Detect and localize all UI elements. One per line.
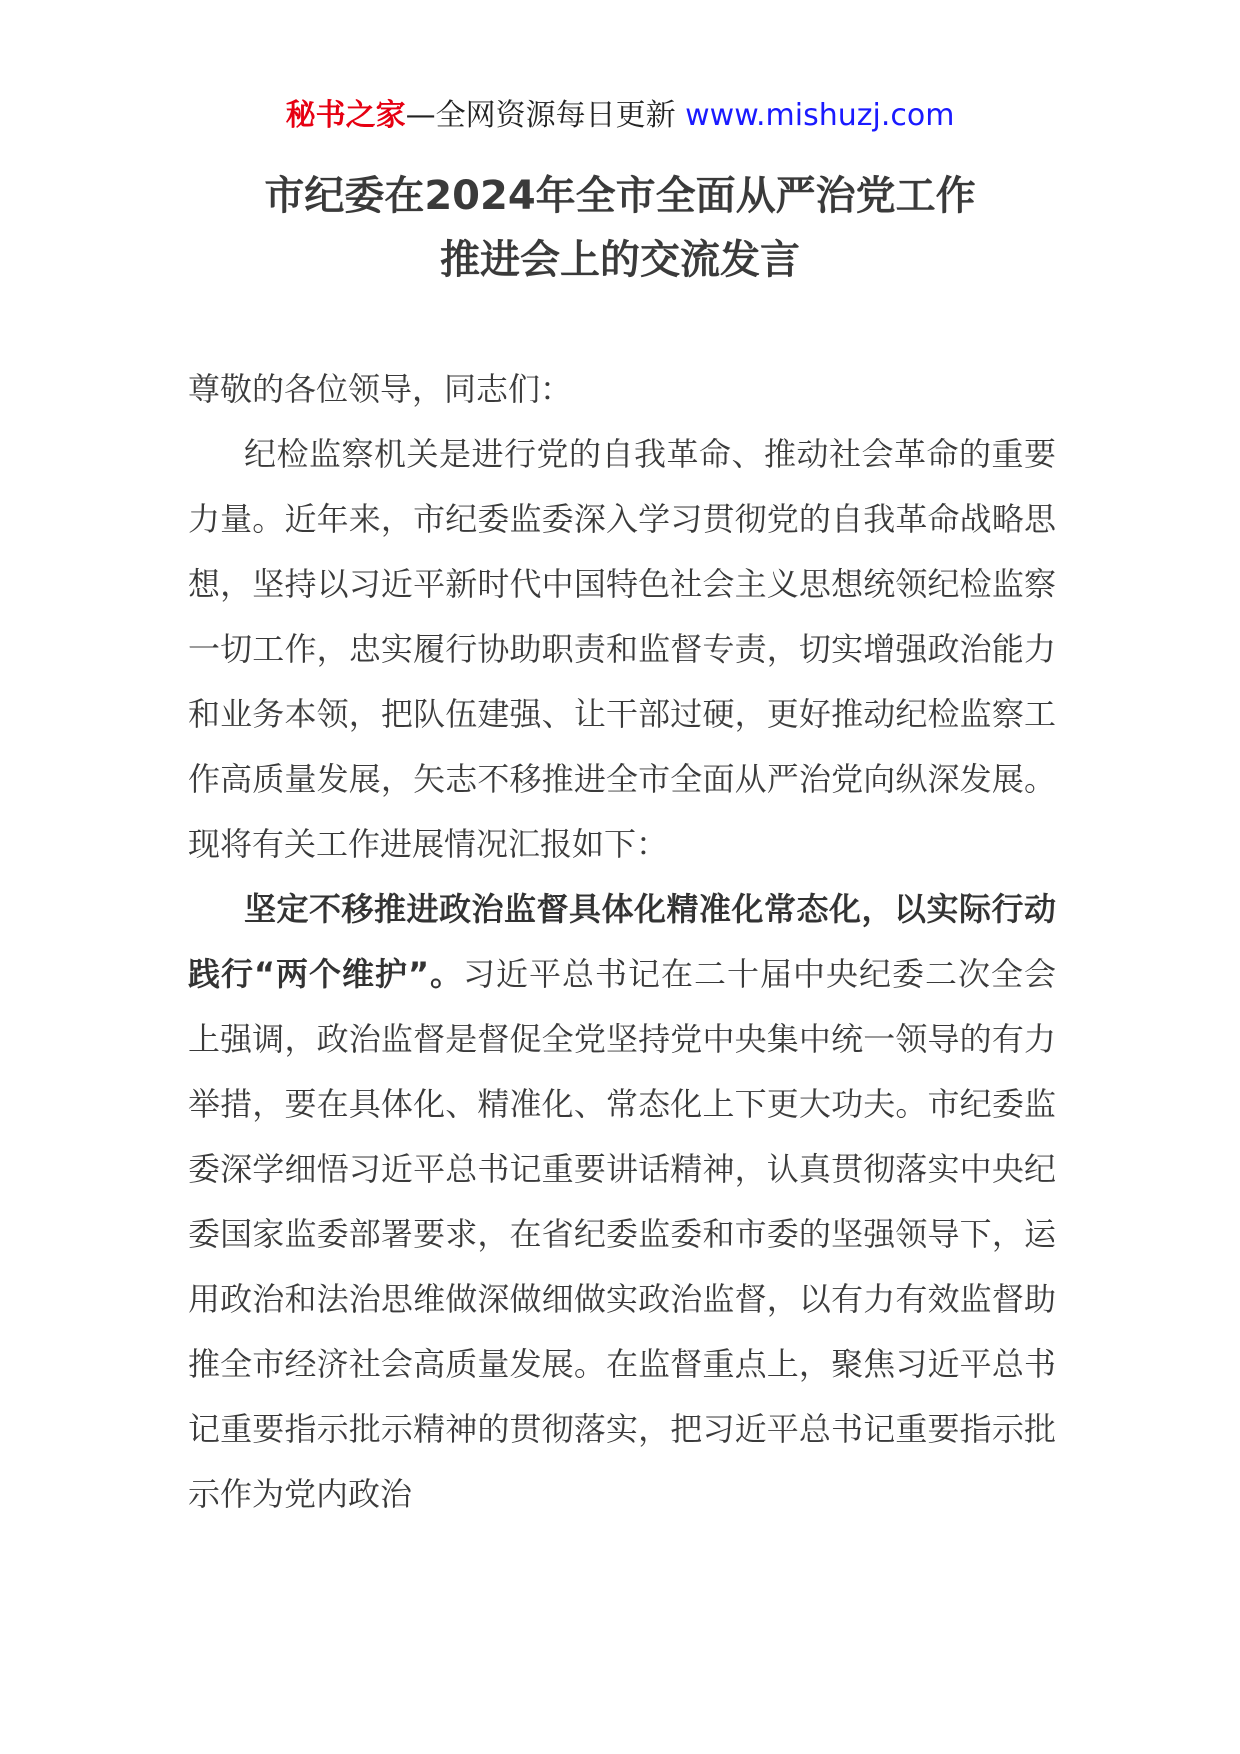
site-slogan: —全网资源每日更新 [405, 98, 676, 133]
paragraph-1: 纪检监察机关是进行党的自我革命、推动社会革命的重要力量。近年来，市纪委监委深入学习贯彻党的自我革命战略思想，坚持以习近平新时代中国特色社会主义思想统领纪检监察一切工作，忠实履行协助职责和监督专责，切实增强政治能力和业务本领，把队伍建强、让干部过硬，更好推动纪检监察工作高质量发展，矢志不移推进全市全面从严治党向纵深发展。现将有关工作进展情况汇报如下： [188, 435, 1056, 863]
greeting: 尊敬的各位领导，同志们： [188, 370, 573, 408]
title-line-1: 市纪委在2024年全市全面从严治党工作 [264, 173, 976, 219]
site-url-link[interactable]: www.mishuzj.com [685, 98, 955, 133]
document-title [0, 164, 1240, 292]
site-brand: 秘书之家 [285, 98, 406, 133]
site-header [0, 96, 1240, 136]
paragraph-2-text: 习近平总书记在二十届中央纪委二次全会上强调，政治监督是督促全党坚持党中央集中统一领导的有力举措，要在具体化、精准化、常态化上下更大功夫。市纪委监委深学细悟习近平总书记重要讲话精神，认真贯彻落实中央纪委国家监委部署要求，在省纪委监委和市委的坚强领导下，运用政治和法治思维做深做细做实政治监督，以有力有效监督助推全市经济社会高质量发展。在监督重点上，聚焦习近平总书记重要指示批示精神的贯彻落实，把习近平总书记重要指示批示作为党内政治 [188, 955, 1056, 1513]
document-body [188, 357, 1056, 1527]
paragraph-2-heading: 坚定不移推进政治监督具体化精准化常态化，以实际行动践行“两个维护”。 [188, 890, 1056, 993]
title-line-2: 推进会上的交流发言 [440, 237, 800, 283]
paragraph-2 [188, 877, 1056, 1527]
